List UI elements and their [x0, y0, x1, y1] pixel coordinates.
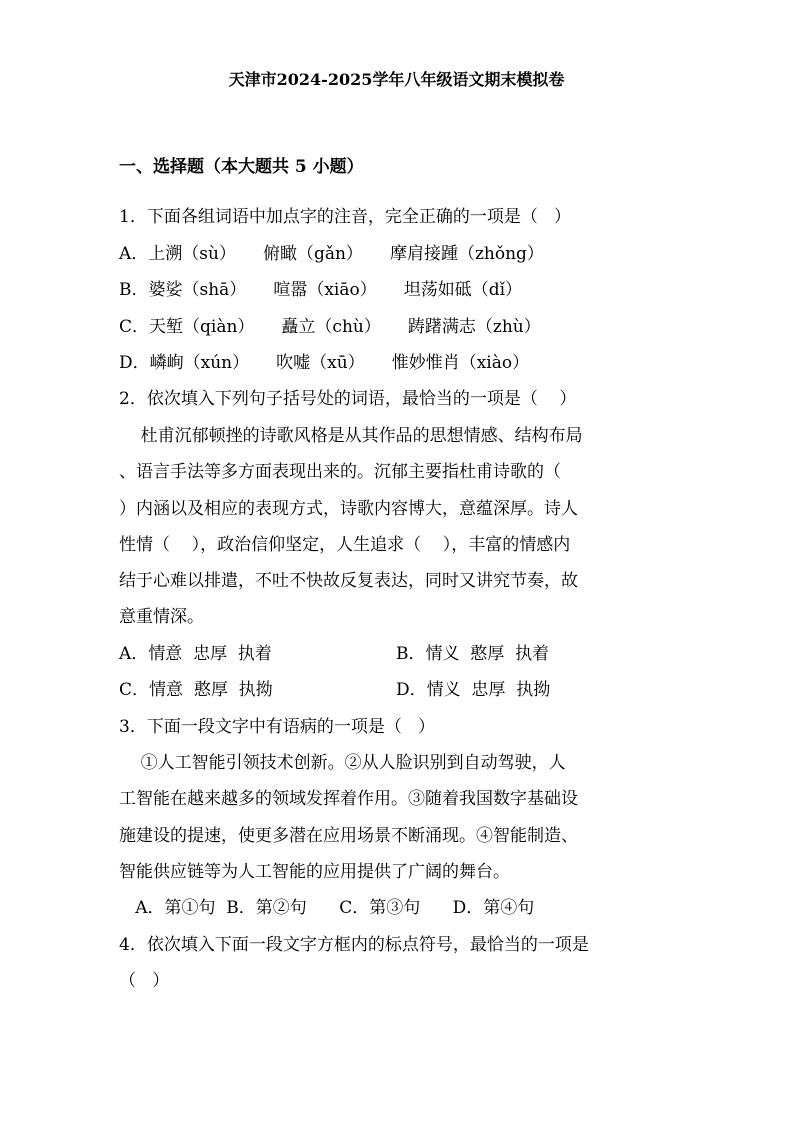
- q2-option-b: B．情义 憨厚 执着: [396, 644, 550, 664]
- q1-option-b: B．婆娑（shā） 喧嚣（xiāo） 坦荡如砥（dǐ）: [119, 280, 523, 300]
- q1-option-c: C．天堑（qiàn） 矗立（chù） 踌躇满志（zhù）: [119, 317, 541, 337]
- q2-passage-line: 杜甫沉郁顿挫的诗歌风格是从其作品的思想情感、结构布局: [119, 426, 583, 446]
- q2-passage-line: 意重情深。: [119, 607, 204, 627]
- q2-passage-line: 、语言手法等多方面表现出来的。沉郁主要指杜甫诗歌的（: [119, 462, 561, 482]
- q2-option-c: C．情意 憨厚 执拗: [119, 680, 273, 700]
- q2-stem: 2．依次填入下列句子括号处的词语，最恰当的一项是（ ）: [119, 389, 577, 409]
- q4-stem: 4．依次填入下面一段文字方框内的标点符号，最恰当的一项是: [119, 935, 589, 955]
- q1-stem: 1．下面各组词语中加点字的注音，完全正确的一项是（ ）: [119, 207, 572, 227]
- q1-option-a: A．上溯（sù） 俯瞰（gǎn） 摩肩接踵（zhǒng）: [119, 244, 544, 264]
- q2-option-d: D．情义 忠厚 执拗: [396, 680, 551, 700]
- q3-passage-line: 施建设的提速，使更多潜在应用场景不断涌现。④智能制造、: [119, 826, 578, 846]
- q2-option-a: A．情意 忠厚 执着: [119, 644, 272, 664]
- q3-stem: 3．下面一段文字中有语病的一项是（ ）: [119, 717, 436, 737]
- q1-option-d: D．嶙峋（xún） 吹嘘（xū） 惟妙惟肖（xiào）: [119, 353, 530, 373]
- q2-passage-line: ）内涵以及相应的表现方式，诗歌内容博大，意蕴深厚。诗人: [119, 499, 578, 519]
- q3-options: A．第①句 B．第②句 C．第③句 D．第④句: [119, 898, 535, 918]
- q3-passage-line: 智能供应链等为人工智能的应用提供了广阔的舞台。: [119, 862, 510, 882]
- page-title: 天津市2024-2025学年八年级语文期末模拟卷: [228, 70, 565, 89]
- q4-stem-continued: （ ）: [119, 971, 170, 991]
- q2-passage-line: 性情（ ），政治信仰坚定，人生追求（ ），丰富的情感内: [119, 535, 571, 555]
- q3-passage-line: ①人工智能引领技术创新。②从人脸识别到自动驾驶，人: [119, 753, 566, 773]
- q2-passage-line: 结于心难以排遣，不吐不快故反复表达，同时又讲究节奏，故: [119, 571, 578, 591]
- q3-passage-line: 工智能在越来越多的领域发挥着作用。③随着我国数字基础设: [119, 789, 578, 809]
- section-heading: 一、选择题（本大题共 5 小题）: [119, 157, 364, 177]
